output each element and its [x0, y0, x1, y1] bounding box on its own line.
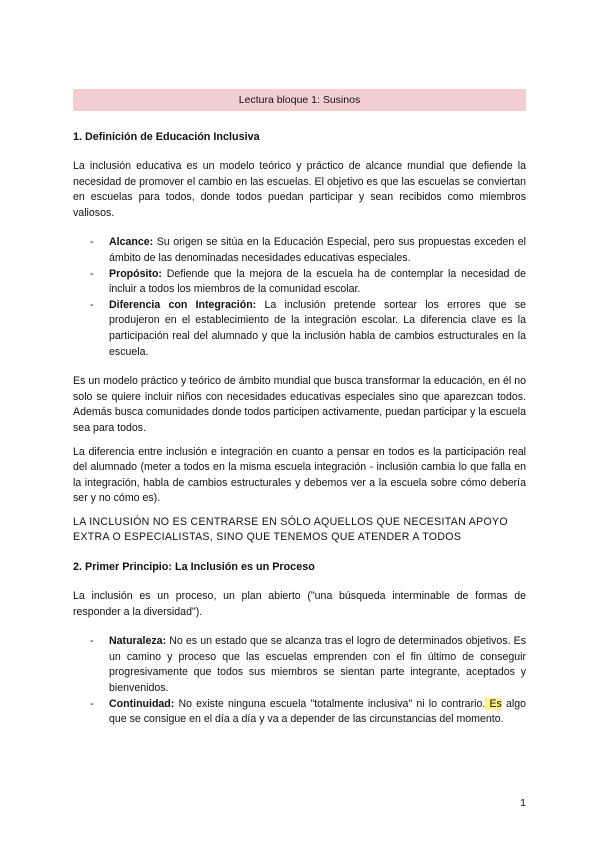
list-item	[73, 235, 526, 266]
list-item	[73, 697, 526, 728]
highlighted-text: Es	[485, 697, 502, 710]
dash-marker: -	[90, 298, 94, 311]
section-1-caps-statement: LA INCLUSIÓN NO ES CENTRARSE EN SÓLO AQUELLOS QUE NECESITAN APOYO EXTRA O ESPECIALISTAS, SINO QUE TENEMOS QUE ATENDER A TODOS	[73, 515, 508, 544]
bullet-text: Su origen se sitúa en la Educación Especial, pero sus propuestas exceden el ámbito de las denominadas necesidades educativas especiales.	[109, 236, 526, 264]
bullet-term: Propósito:	[109, 267, 162, 280]
section-1-paragraph-3: La diferencia entre inclusión e integración en cuanto a pensar en todos es la participación real del alumnado (meter a todos en la misma escuela integración - inclusión cambia lo que falla en la integración, habla de cambios estructurales y debemos ver a la escuela sobre cómo debería ser y no cómo es).	[73, 445, 526, 505]
bullet-text: algo que se consigue en el día a día y va a depender de las circunstancias del momento.	[109, 697, 526, 726]
bullet-text: No existe ninguna escuela "totalmente inclusiva" ni lo contrario.	[174, 697, 486, 710]
bullet-term: Continuidad:	[109, 697, 175, 710]
bullet-text: Defiende que la mejora de la escuela ha de contemplar la necesidad de incluir a todos los miembros de la comunidad escolar.	[109, 267, 526, 296]
section-1-intro: La inclusión educativa es un modelo teórico y práctico de alcance mundial que defiende la necesidad de promover el cambio en las escuelas. El objetivo es que las escuelas se conviertan en escuelas para todos, donde todos puedan participar y sean recibidos como miembros valiosos.	[73, 160, 526, 219]
bullet-text: La inclusión pretende sortear los errores que se produjeron en el establecimiento de la integración escolar. La diferencia clave es la participación real del alumnado y que la inclusión habla de cambios estructurales en la escuela.	[109, 298, 526, 358]
dash-marker: -	[90, 236, 94, 249]
bullet-term: Naturaleza:	[109, 635, 167, 648]
document-title: Lectura bloque 1: Susinos	[73, 89, 526, 111]
bullet-term: Alcance:	[109, 236, 154, 249]
dash-marker: -	[90, 697, 94, 710]
section-2-bullet-list	[73, 634, 526, 728]
list-item	[73, 267, 526, 298]
section-1-bullet-list	[73, 235, 526, 360]
section-2-heading: 2. Primer Principio: La Inclusión es un Proceso	[73, 561, 315, 574]
dash-marker: -	[90, 267, 94, 280]
section-2-intro: La inclusión es un proceso, un plan abierto ("una búsqueda interminable de formas de responder a la diversidad").	[73, 590, 526, 618]
list-item	[73, 298, 526, 360]
section-1-paragraph-2: Es un modelo práctico y teórico de ámbito mundial que busca transformar la educación, en él no solo se quiere incluir niños con necesidades educativas especiales sino que aparezcan todos. Además busca comunidades donde todos participen activamente, puedan participar y la escuela sea para todos.	[73, 375, 526, 434]
dash-marker: -	[90, 635, 94, 648]
bullet-term: Diferencia con Integración:	[109, 298, 257, 311]
list-item	[73, 634, 526, 696]
section-1-heading: 1. Definición de Educación Inclusiva	[73, 131, 260, 143]
bullet-text: No es un estado que se alcanza tras el logro de determinados objetivos. Es un camino y proceso que las escuelas emprenden con el fin último de conseguir progresivamente que todos sus miembros se sientan parte integrante, aceptados y bienvenidos.	[109, 635, 526, 695]
document-body	[73, 120, 526, 728]
page-number: 1	[520, 797, 526, 809]
